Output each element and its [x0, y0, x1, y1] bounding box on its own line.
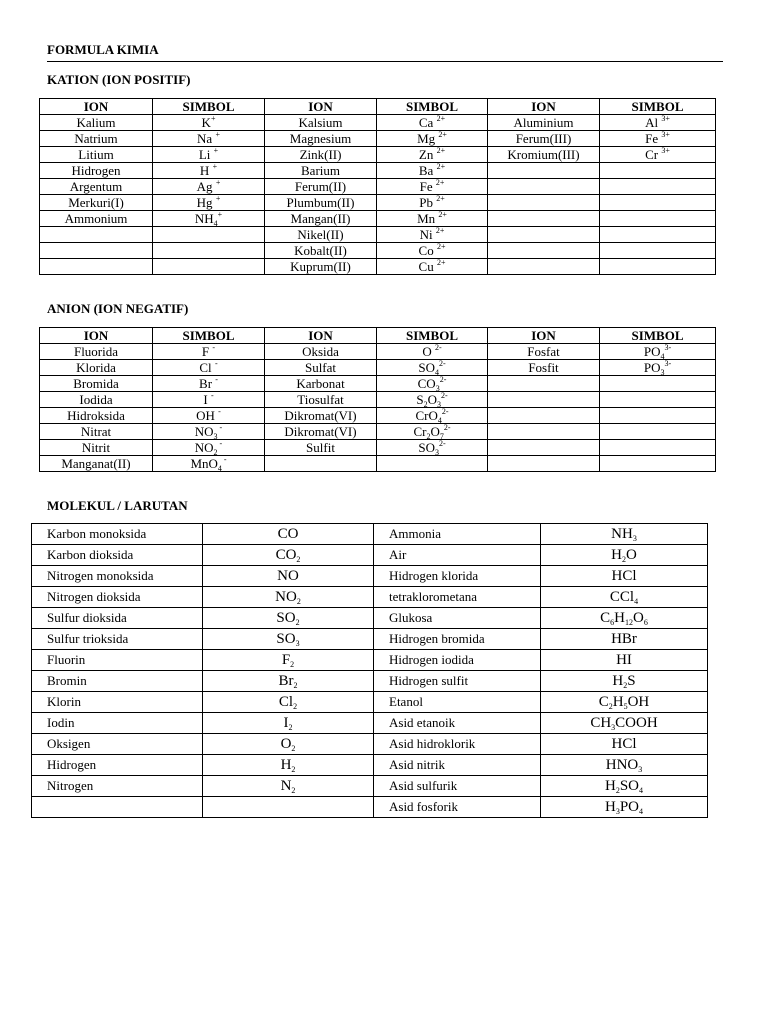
table-row	[40, 408, 716, 424]
ion-name-cell	[488, 211, 600, 227]
anion-header-ion: ION	[265, 328, 377, 344]
compound-name-cell: Sulfur dioksida	[32, 608, 203, 629]
ion-name-cell: Zink(II)	[265, 147, 377, 163]
ion-name-cell: Kuprum(II)	[265, 259, 377, 275]
ion-name-cell: Magnesium	[265, 131, 377, 147]
compound-formula-cell: $C_2H_5OH$	[541, 692, 708, 713]
compound-formula-cell: $I_2$	[203, 713, 374, 734]
compound-formula-cell: $H_2O$	[541, 545, 708, 566]
ion-symbol-cell: $SO_4^{2-}$	[377, 360, 488, 376]
compound-formula-cell	[203, 797, 374, 818]
table-row	[40, 259, 716, 275]
ion-symbol-cell: Mg $^{2+}$	[377, 131, 488, 147]
ion-name-cell: Mangan(II)	[265, 211, 377, 227]
ion-symbol-cell: Fe $^{3+}$	[600, 131, 716, 147]
table-row	[40, 227, 716, 243]
compound-name-cell: Ammonia	[374, 524, 541, 545]
compound-name-cell: Nitrogen monoksida	[32, 566, 203, 587]
compound-name-cell: Hidrogen bromida	[374, 629, 541, 650]
ion-name-cell	[40, 243, 153, 259]
compound-formula-cell: $N_2$	[203, 776, 374, 797]
ion-symbol-cell: $SO_3^{2-}$	[377, 440, 488, 456]
ion-symbol-cell: Br -	[153, 376, 265, 392]
compound-name-cell	[32, 797, 203, 818]
compound-formula-cell: HI	[541, 650, 708, 671]
ion-symbol-cell	[600, 179, 716, 195]
compound-name-cell: Nitrogen dioksida	[32, 587, 203, 608]
anion-heading: ANION (ION NEGATIF)	[47, 301, 189, 316]
compound-formula-cell: $NH_3$	[541, 524, 708, 545]
ion-name-cell	[488, 163, 600, 179]
table-row	[32, 776, 708, 797]
ion-name-cell: Nikel(II)	[265, 227, 377, 243]
compound-name-cell: tetraklorometana	[374, 587, 541, 608]
compound-name-cell: Oksigen	[32, 734, 203, 755]
table-row	[40, 131, 716, 147]
table-row	[32, 650, 708, 671]
compound-name-cell: Iodin	[32, 713, 203, 734]
ion-symbol-cell	[153, 227, 265, 243]
compound-name-cell: Hidrogen	[32, 755, 203, 776]
ion-symbol-cell: $NH_4^+$	[153, 211, 265, 227]
table-row	[40, 147, 716, 163]
ion-name-cell	[40, 227, 153, 243]
compound-formula-cell: $C_6H_{12}O_6$	[541, 608, 708, 629]
anion-header-simbol: SIMBOL	[377, 328, 488, 344]
ion-symbol-cell: Cl -	[153, 360, 265, 376]
ion-name-cell	[488, 259, 600, 275]
ion-symbol-cell	[600, 392, 716, 408]
ion-name-cell: Barium	[265, 163, 377, 179]
compound-formula-cell: HCl	[541, 566, 708, 587]
ion-name-cell: Natrium	[40, 131, 153, 147]
ion-symbol-cell: Ba $^{2+}$	[377, 163, 488, 179]
compound-name-cell: Air	[374, 545, 541, 566]
kation-header-ion: ION	[40, 99, 153, 115]
ion-name-cell	[488, 408, 600, 424]
ion-name-cell: Klorida	[40, 360, 153, 376]
ion-symbol-cell	[377, 456, 488, 472]
compound-formula-cell: $Cl_2$	[203, 692, 374, 713]
ion-symbol-cell: Ni $^{2+}$	[377, 227, 488, 243]
ion-name-cell: Ferum(II)	[265, 179, 377, 195]
compound-name-cell: Klorin	[32, 692, 203, 713]
ion-symbol-cell: $NO_3$ -	[153, 424, 265, 440]
ion-name-cell: Iodida	[40, 392, 153, 408]
ion-symbol-cell: Hg +	[153, 195, 265, 211]
compound-formula-cell: $H_3PO_4$	[541, 797, 708, 818]
ion-name-cell	[265, 456, 377, 472]
ion-symbol-cell: H +	[153, 163, 265, 179]
compound-formula-cell: $SO_2$	[203, 608, 374, 629]
ion-name-cell: Litium	[40, 147, 153, 163]
ion-name-cell: Aluminium	[488, 115, 600, 131]
kation-heading: KATION (ION POSITIF)	[47, 72, 191, 87]
ion-symbol-cell	[600, 163, 716, 179]
ion-name-cell: Kalium	[40, 115, 153, 131]
compound-name-cell: Asid nitrik	[374, 755, 541, 776]
compound-name-cell: Nitrogen	[32, 776, 203, 797]
table-row	[32, 755, 708, 776]
ion-symbol-cell: Mn $^{2+}$	[377, 211, 488, 227]
table-row	[32, 545, 708, 566]
ion-name-cell: Hidroksida	[40, 408, 153, 424]
ion-name-cell: Karbonat	[265, 376, 377, 392]
ion-name-cell: Kromium(III)	[488, 147, 600, 163]
compound-formula-cell: $O_2$	[203, 734, 374, 755]
compound-name-cell: Asid sulfurik	[374, 776, 541, 797]
anion-table	[39, 327, 716, 472]
anion-header-ion: ION	[40, 328, 153, 344]
ion-symbol-cell: $NO_2$ -	[153, 440, 265, 456]
ion-symbol-cell	[600, 195, 716, 211]
ion-symbol-cell	[600, 440, 716, 456]
table-row	[32, 692, 708, 713]
ion-name-cell	[488, 195, 600, 211]
ion-name-cell	[488, 376, 600, 392]
table-row	[40, 440, 716, 456]
table-row	[40, 424, 716, 440]
table-row	[40, 360, 716, 376]
ion-name-cell: Fluorida	[40, 344, 153, 360]
ion-symbol-cell: $S_2O_3^{2-}$	[377, 392, 488, 408]
ion-symbol-cell: OH -	[153, 408, 265, 424]
ion-symbol-cell: Zn $^{2+}$	[377, 147, 488, 163]
ion-name-cell: Manganat(II)	[40, 456, 153, 472]
ion-name-cell: Dikromat(VI)	[265, 424, 377, 440]
ion-symbol-cell: $PO_3^{3-}$	[600, 360, 716, 376]
ion-name-cell	[488, 392, 600, 408]
ion-symbol-cell: I -	[153, 392, 265, 408]
table-row	[40, 179, 716, 195]
compound-formula-cell: $CO_2$	[203, 545, 374, 566]
ion-symbol-cell	[153, 243, 265, 259]
ion-name-cell	[488, 179, 600, 195]
compound-name-cell: Asid hidroklorik	[374, 734, 541, 755]
ion-symbol-cell: Ag +	[153, 179, 265, 195]
compound-formula-cell: $F_2$	[203, 650, 374, 671]
ion-name-cell: Sulfat	[265, 360, 377, 376]
ion-name-cell	[488, 424, 600, 440]
ion-name-cell: Nitrit	[40, 440, 153, 456]
ion-name-cell: Fosfit	[488, 360, 600, 376]
ion-symbol-cell	[600, 259, 716, 275]
anion-header-row	[40, 328, 716, 344]
kation-table	[39, 98, 716, 275]
compound-formula-cell: $CH_3COOH$	[541, 713, 708, 734]
ion-name-cell	[488, 456, 600, 472]
ion-symbol-cell: $Cr_2O_7^{2-}$	[377, 424, 488, 440]
table-row	[40, 195, 716, 211]
ion-symbol-cell: CrO$_4^{2-}$	[377, 408, 488, 424]
ion-symbol-cell	[600, 227, 716, 243]
ion-name-cell: Argentum	[40, 179, 153, 195]
table-row	[32, 797, 708, 818]
table-row	[32, 713, 708, 734]
ion-name-cell: Nitrat	[40, 424, 153, 440]
ion-symbol-cell	[600, 376, 716, 392]
table-row	[32, 566, 708, 587]
ion-name-cell: Ammonium	[40, 211, 153, 227]
kation-header-simbol: SIMBOL	[153, 99, 265, 115]
ion-symbol-cell: K+	[153, 115, 265, 131]
table-row	[40, 115, 716, 131]
compound-formula-cell: $HNO_3$	[541, 755, 708, 776]
ion-name-cell: Sulfit	[265, 440, 377, 456]
ion-name-cell: Oksida	[265, 344, 377, 360]
anion-header-simbol: SIMBOL	[153, 328, 265, 344]
kation-header-row	[40, 99, 716, 115]
compound-formula-cell: $SO_3$	[203, 629, 374, 650]
ion-symbol-cell	[153, 259, 265, 275]
ion-symbol-cell: MnO$_4$ -	[153, 456, 265, 472]
table-row	[40, 344, 716, 360]
compound-formula-cell: $Br_2$	[203, 671, 374, 692]
compound-name-cell: Etanol	[374, 692, 541, 713]
table-row	[40, 376, 716, 392]
ion-symbol-cell: F -	[153, 344, 265, 360]
compound-name-cell: Karbon monoksida	[32, 524, 203, 545]
molekul-table	[31, 523, 708, 818]
ion-symbol-cell	[600, 408, 716, 424]
anion-header-ion: ION	[488, 328, 600, 344]
compound-name-cell: Hidrogen sulfit	[374, 671, 541, 692]
ion-symbol-cell: Fe $^{2+}$	[377, 179, 488, 195]
table-row	[32, 734, 708, 755]
ion-symbol-cell	[600, 243, 716, 259]
document-title: FORMULA KIMIA	[47, 42, 723, 62]
compound-name-cell: Sulfur trioksida	[32, 629, 203, 650]
ion-symbol-cell	[600, 211, 716, 227]
table-row	[32, 587, 708, 608]
compound-formula-cell: $H_2SO_4$	[541, 776, 708, 797]
ion-name-cell: Dikromat(VI)	[265, 408, 377, 424]
compound-name-cell: Hidrogen iodida	[374, 650, 541, 671]
table-row	[40, 163, 716, 179]
kation-header-simbol: SIMBOL	[600, 99, 716, 115]
table-row	[32, 671, 708, 692]
ion-name-cell	[488, 440, 600, 456]
ion-name-cell	[40, 259, 153, 275]
ion-symbol-cell: $CO_3^{2-}$	[377, 376, 488, 392]
ion-symbol-cell: Cr $^{3+}$	[600, 147, 716, 163]
compound-name-cell: Asid etanoik	[374, 713, 541, 734]
compound-name-cell: Hidrogen klorida	[374, 566, 541, 587]
kation-header-simbol: SIMBOL	[377, 99, 488, 115]
compound-name-cell: Asid fosforik	[374, 797, 541, 818]
table-row	[32, 608, 708, 629]
ion-name-cell: Merkuri(I)	[40, 195, 153, 211]
ion-symbol-cell: Al $^{3+}$	[600, 115, 716, 131]
compound-formula-cell: HCl	[541, 734, 708, 755]
table-row	[32, 629, 708, 650]
ion-name-cell: Hidrogen	[40, 163, 153, 179]
ion-name-cell: Ferum(III)	[488, 131, 600, 147]
ion-symbol-cell: Pb $^{2+}$	[377, 195, 488, 211]
table-row	[40, 243, 716, 259]
kation-header-ion: ION	[488, 99, 600, 115]
ion-name-cell: Kobalt(II)	[265, 243, 377, 259]
compound-formula-cell: $NO_2$	[203, 587, 374, 608]
molekul-heading: MOLEKUL / LARUTAN	[47, 498, 188, 513]
ion-name-cell: Tiosulfat	[265, 392, 377, 408]
ion-symbol-cell	[600, 456, 716, 472]
compound-formula-cell: HBr	[541, 629, 708, 650]
compound-name-cell: Glukosa	[374, 608, 541, 629]
table-row	[40, 456, 716, 472]
compound-formula-cell: CCl$_4$	[541, 587, 708, 608]
ion-name-cell: Kalsium	[265, 115, 377, 131]
ion-name-cell: Plumbum(II)	[265, 195, 377, 211]
table-row	[32, 524, 708, 545]
ion-symbol-cell: Ca $^{2+}$	[377, 115, 488, 131]
anion-header-simbol: SIMBOL	[600, 328, 716, 344]
compound-name-cell: Karbon dioksida	[32, 545, 203, 566]
compound-formula-cell: NO	[203, 566, 374, 587]
table-row	[40, 211, 716, 227]
ion-symbol-cell: Na +	[153, 131, 265, 147]
ion-symbol-cell: Co $^{2+}$	[377, 243, 488, 259]
compound-name-cell: Fluorin	[32, 650, 203, 671]
ion-symbol-cell: Li +	[153, 147, 265, 163]
kation-header-ion: ION	[265, 99, 377, 115]
ion-symbol-cell: Cu $^{2+}$	[377, 259, 488, 275]
table-row	[40, 392, 716, 408]
compound-formula-cell: $H_2S$	[541, 671, 708, 692]
compound-name-cell: Bromin	[32, 671, 203, 692]
ion-name-cell: Fosfat	[488, 344, 600, 360]
ion-symbol-cell: $PO_4^{3-}$	[600, 344, 716, 360]
compound-formula-cell: $H_2$	[203, 755, 374, 776]
ion-name-cell	[488, 243, 600, 259]
ion-name-cell	[488, 227, 600, 243]
ion-symbol-cell	[600, 424, 716, 440]
ion-name-cell: Bromida	[40, 376, 153, 392]
ion-symbol-cell: O $^{2-}$	[377, 344, 488, 360]
compound-formula-cell: CO	[203, 524, 374, 545]
